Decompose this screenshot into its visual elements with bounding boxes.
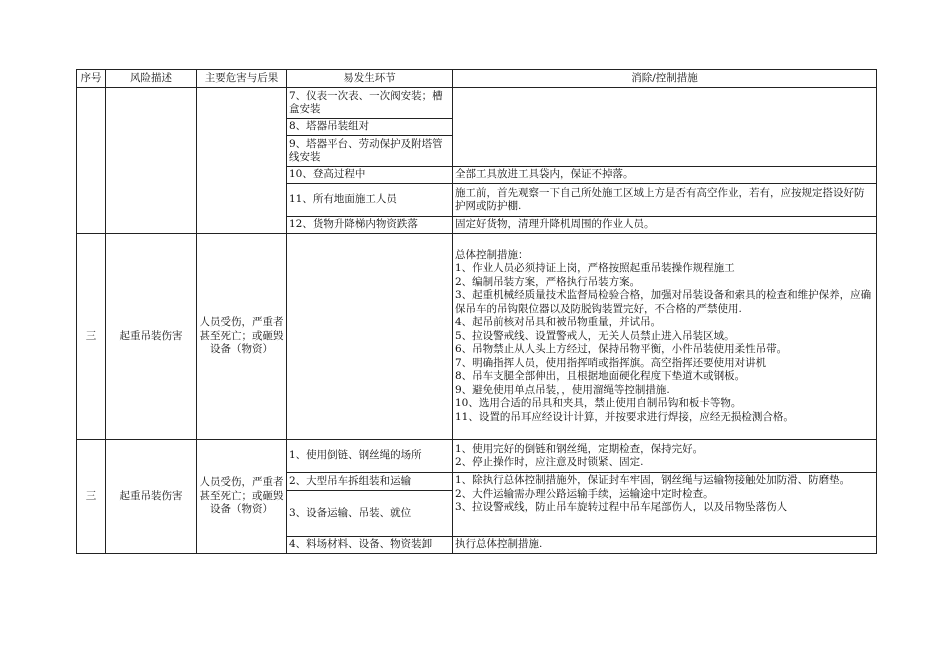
stage-cell-empty [287,234,453,440]
stage-cell: 1、使用倒链、钢丝绳的场所 [287,440,453,473]
measure-cell: 施工前，首先观察一下自己所处施工区域上方是否有高空作业，若有，应按规定搭设好防护网或防护棚. [453,184,877,217]
risk-cell: 起重吊装伤害 [106,234,197,440]
header-row [77,70,877,88]
measure-line: 2、编制吊装方案，严格执行吊装方案。 [455,275,641,288]
measure-cell: 执行总体控制措施. [453,537,877,554]
stage-cell: 11、所有地面施工人员 [287,184,453,217]
measure-line: 总体控制措施： [455,248,529,261]
hazard-cell: 人员受伤，严重者甚至死亡；或砸毁设备（物资） [197,440,287,554]
header-measures: 消除/控制措施 [453,70,877,88]
measure-cell [453,234,877,440]
stage-cell: 3、设备运输、吊装、就位 [287,491,453,537]
seq-cell: 三 [77,440,106,554]
risk-cell-empty [106,88,197,234]
table-row [77,440,877,473]
measure-line: 9、避免使用单点吊装，，使用溜绳等控制措施. [455,383,670,396]
measure-cell [453,473,877,537]
measure-line: 3、起重机械经质量技术监督局检验合格，加强对吊装设备和索具的检查和维护保养，应确保吊车的吊钩限位器以及防脱钩装置完好，不合格的严禁使用. [455,289,872,315]
table-row [77,88,877,119]
risk-cell: 起重吊装伤害 [106,440,197,554]
risk-control-table [76,69,877,554]
measure-cell [453,440,877,473]
stage-cell: 9、塔器平台、劳动保护及附塔管线安装 [287,136,453,167]
measure-line: 7、明确指挥人员，使用指挥哨或指挥旗。高空指挥还要使用对讲机 [455,356,767,369]
hazard-cell: 人员受伤，严重者甚至死亡；或砸毁设备（物资） [197,234,287,440]
stage-cell: 10、登高过程中 [287,167,453,184]
stage-cell: 2、大型吊车拆组装和运输 [287,473,453,491]
measure-cell-empty [453,88,877,167]
measure-line: 3、拉设警戒线，防止吊车旋转过程中吊车尾部伤人，以及吊物坠落伤人 [455,501,788,513]
header-seq: 序号 [77,70,106,88]
stage-cell: 4、料场材料、设备、物资装卸 [287,537,453,554]
table-row [77,234,877,440]
measure-line: 1、作业人员必须持证上岗，严格按照起重吊装操作规程施工 [455,262,735,275]
header-stage: 易发生环节 [287,70,453,88]
measure-line: 2、停止操作时，应注意及时锁紧、固定. [455,456,644,468]
measure-line: 4、起吊前核对吊具和被吊物重量，并试吊。 [455,316,662,329]
measure-line: 11、设置的吊耳应经设计计算，并按要求进行焊接，应经无损检测合格。 [455,410,794,423]
measure-cell: 固定好货物，清理升降机周围的作业人员。 [453,217,877,234]
measure-line: 1、使用完好的倒链和钢丝绳，定期检查，保持完好。 [455,442,704,455]
header-hazard: 主要危害与后果 [197,70,287,88]
header-risk: 风险描述 [106,70,197,88]
seq-cell: 三 [77,234,106,440]
measure-line: 2、大件运输需办理公路运输手续，运输途中定时检查。 [455,487,714,500]
measure-line: 6、吊物禁止从人头上方经过，保持吊物平衡，小件吊装使用柔性吊带。 [455,343,788,356]
measure-line: 10、选用合适的吊具和夹具，禁止使用自制吊钩和板卡等物。 [455,397,742,410]
stage-cell: 12、货物升降梯内物资跌落 [287,217,453,234]
seq-cell-empty [77,88,106,234]
hazard-cell-empty [197,88,287,234]
measure-line: 5、拉设警戒线、设置警戒人，无关人员禁止进入吊装区域。 [455,329,735,342]
measure-line: 1、除执行总体控制措施外，保证封车牢固，钢丝绳与运输物接触处加防滑、防磨垫。 [455,474,851,486]
stage-cell: 8、塔器吊装组对 [287,119,453,136]
measure-cell: 全部工具放进工具袋内，保证不掉落。 [453,167,877,184]
stage-cell: 7、仪表一次表、一次阀安装；槽盒安装 [287,88,453,119]
measure-line: 8、吊车支腿全部伸出，且根据地面硬化程度下垫道木或钢板。 [455,370,746,383]
